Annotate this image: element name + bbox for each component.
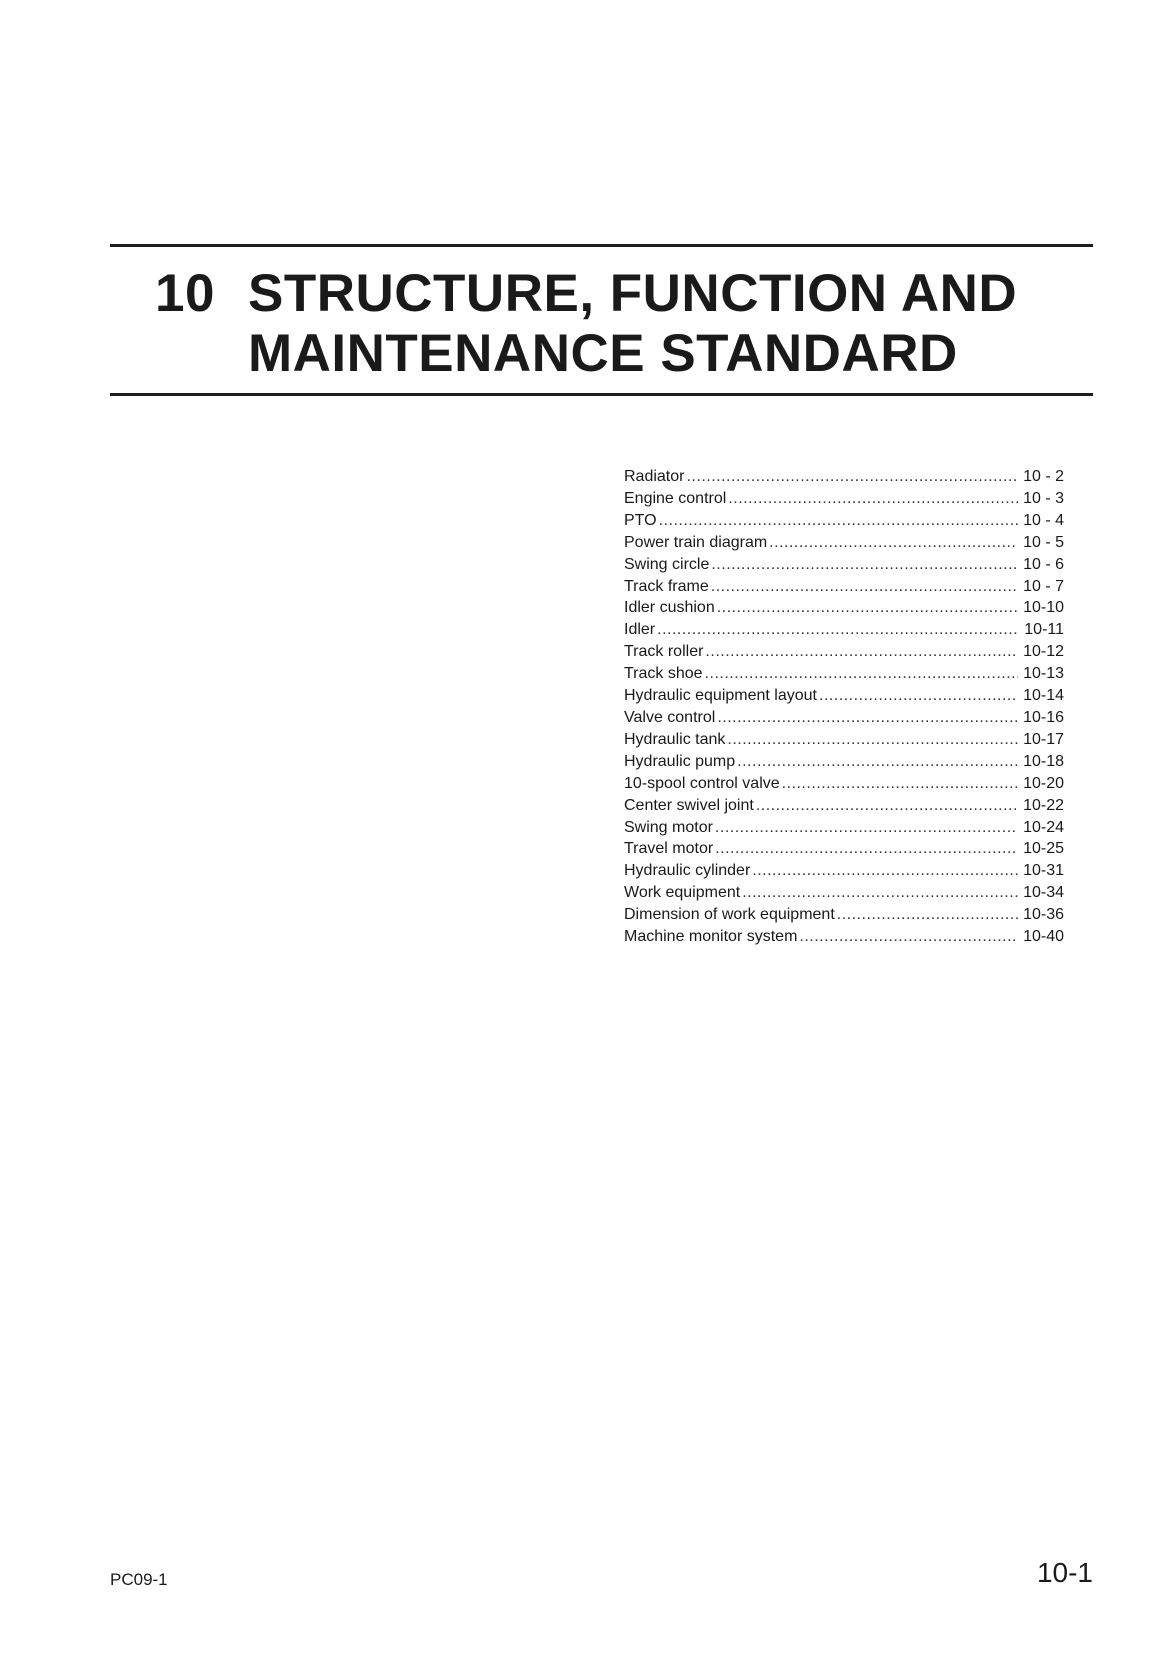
- toc-entry-page: 10-11: [1024, 621, 1064, 639]
- toc-entry[interactable]: [624, 576, 1064, 598]
- toc-leader-dots: [799, 926, 1018, 948]
- toc-entry-label: Hydraulic pump: [624, 752, 736, 770]
- chapter-title-line2: MAINTENANCE STANDARD: [248, 324, 958, 383]
- toc-entry[interactable]: [624, 597, 1064, 619]
- footer-model: PC09-1: [110, 1570, 168, 1589]
- toc-entry-label: Hydraulic equipment layout: [624, 687, 817, 705]
- toc-entry-page: 10-24: [1023, 818, 1064, 836]
- toc-entry-page: 10-34: [1023, 884, 1064, 902]
- toc-entry-label: Travel motor: [624, 840, 714, 858]
- toc-entry[interactable]: [624, 751, 1064, 773]
- toc-entry-page: 10-36: [1023, 906, 1064, 924]
- toc-entry-label: Hydraulic cylinder: [624, 862, 751, 880]
- toc-leader-dots: [657, 619, 1018, 641]
- toc-leader-dots: [819, 685, 1018, 707]
- toc-entry-label: Engine control: [624, 489, 727, 507]
- toc-entry-label: Idler cushion: [624, 599, 715, 617]
- toc-entry-page: 10 - 7: [1023, 577, 1064, 595]
- toc-entry[interactable]: [624, 795, 1064, 817]
- toc-leader-dots: [711, 554, 1018, 576]
- toc-leader-dots: [727, 729, 1018, 751]
- toc-entry-label: Idler: [624, 621, 656, 639]
- toc-leader-dots: [717, 597, 1018, 619]
- toc-entry-page: 10-20: [1023, 774, 1064, 792]
- toc-entry-page: 10 - 2: [1023, 468, 1064, 485]
- toc-entry-label: Valve control: [624, 708, 716, 726]
- toc-entry-label: Power train diagram: [624, 533, 768, 551]
- toc-leader-dots: [837, 904, 1018, 926]
- toc-entry-page: 10 - 4: [1023, 511, 1064, 529]
- toc-entry[interactable]: [624, 707, 1064, 729]
- toc-entry-label: Radiator: [624, 468, 685, 485]
- toc-entry-label: Work equipment: [624, 884, 741, 902]
- toc-entry-page: 10 - 5: [1023, 533, 1064, 551]
- toc-leader-dots: [659, 510, 1018, 532]
- chapter-title: [155, 264, 1055, 384]
- toc-entry-label: Hydraulic tank: [624, 730, 726, 748]
- toc-entry-label: Swing motor: [624, 818, 713, 836]
- toc-entry[interactable]: [624, 663, 1064, 685]
- toc-leader-dots: [752, 860, 1018, 882]
- toc-entry-label: Track shoe: [624, 665, 703, 683]
- toc-leader-dots: [717, 707, 1018, 729]
- toc-entry[interactable]: [624, 532, 1064, 554]
- toc-entry-label: Center swivel joint: [624, 796, 754, 814]
- toc-entry-page: 10-22: [1023, 796, 1064, 814]
- toc-leader-dots: [705, 663, 1018, 685]
- toc-entry[interactable]: [624, 882, 1064, 904]
- toc-leader-dots: [756, 795, 1018, 817]
- toc-entry[interactable]: [624, 510, 1064, 532]
- toc-entry-label: PTO: [624, 511, 657, 529]
- toc-entry-page: 10-16: [1023, 708, 1064, 726]
- toc-leader-dots: [715, 838, 1018, 860]
- toc-entry[interactable]: [624, 641, 1064, 663]
- toc-entry[interactable]: [624, 926, 1064, 948]
- toc-entry[interactable]: [624, 904, 1064, 926]
- toc-entry-label: 10-spool control valve: [624, 774, 780, 792]
- toc-entry-page: 10 - 6: [1023, 555, 1064, 573]
- toc-entry-page: 10-18: [1023, 752, 1064, 770]
- toc-entry-page: 10-13: [1023, 665, 1064, 683]
- toc-leader-dots: [711, 576, 1018, 598]
- title-bottom-rule: [110, 393, 1093, 396]
- toc-entry-label: Machine monitor system: [624, 928, 798, 946]
- title-top-rule: [110, 244, 1093, 247]
- toc-entry[interactable]: [624, 860, 1064, 882]
- toc-entry[interactable]: [624, 838, 1064, 860]
- toc-entry-label: Dimension of work equipment: [624, 906, 835, 924]
- toc-leader-dots: [782, 773, 1018, 795]
- table-of-contents: [624, 466, 1064, 948]
- toc-leader-dots: [728, 488, 1018, 510]
- toc-entry-page: 10-17: [1023, 730, 1064, 748]
- toc-entry-label: Track roller: [624, 643, 704, 661]
- toc-entry-page: 10-40: [1023, 928, 1064, 946]
- toc-entry[interactable]: [624, 773, 1064, 795]
- toc-entry-label: Track frame: [624, 577, 709, 595]
- toc-entry-page: 10-12: [1023, 643, 1064, 661]
- toc-entry-page: 10 - 3: [1023, 489, 1064, 507]
- toc-leader-dots: [705, 641, 1018, 663]
- toc-entry[interactable]: [624, 488, 1064, 510]
- toc-entry[interactable]: [624, 554, 1064, 576]
- toc-leader-dots: [737, 751, 1018, 773]
- footer-page-number: 10-1: [1036, 1557, 1093, 1588]
- toc-entry-page: 10-14: [1023, 687, 1064, 705]
- toc-leader-dots: [769, 532, 1018, 554]
- toc-entry-label: Swing circle: [624, 555, 710, 573]
- toc-entry-page: 10-31: [1023, 862, 1064, 880]
- toc-leader-dots: [742, 882, 1018, 904]
- toc-entry[interactable]: [624, 729, 1064, 751]
- toc-entry[interactable]: [624, 466, 1064, 488]
- chapter-number: 10: [155, 264, 215, 323]
- toc-entry[interactable]: [624, 619, 1064, 641]
- toc-entry[interactable]: [624, 817, 1064, 839]
- toc-entry-page: 10-10: [1023, 599, 1064, 617]
- chapter-title-line1: STRUCTURE, FUNCTION AND: [248, 264, 1018, 323]
- toc-leader-dots: [686, 466, 1018, 488]
- toc-leader-dots: [715, 817, 1018, 839]
- toc-entry-page: 10-25: [1023, 840, 1064, 858]
- toc-entry[interactable]: [624, 685, 1064, 707]
